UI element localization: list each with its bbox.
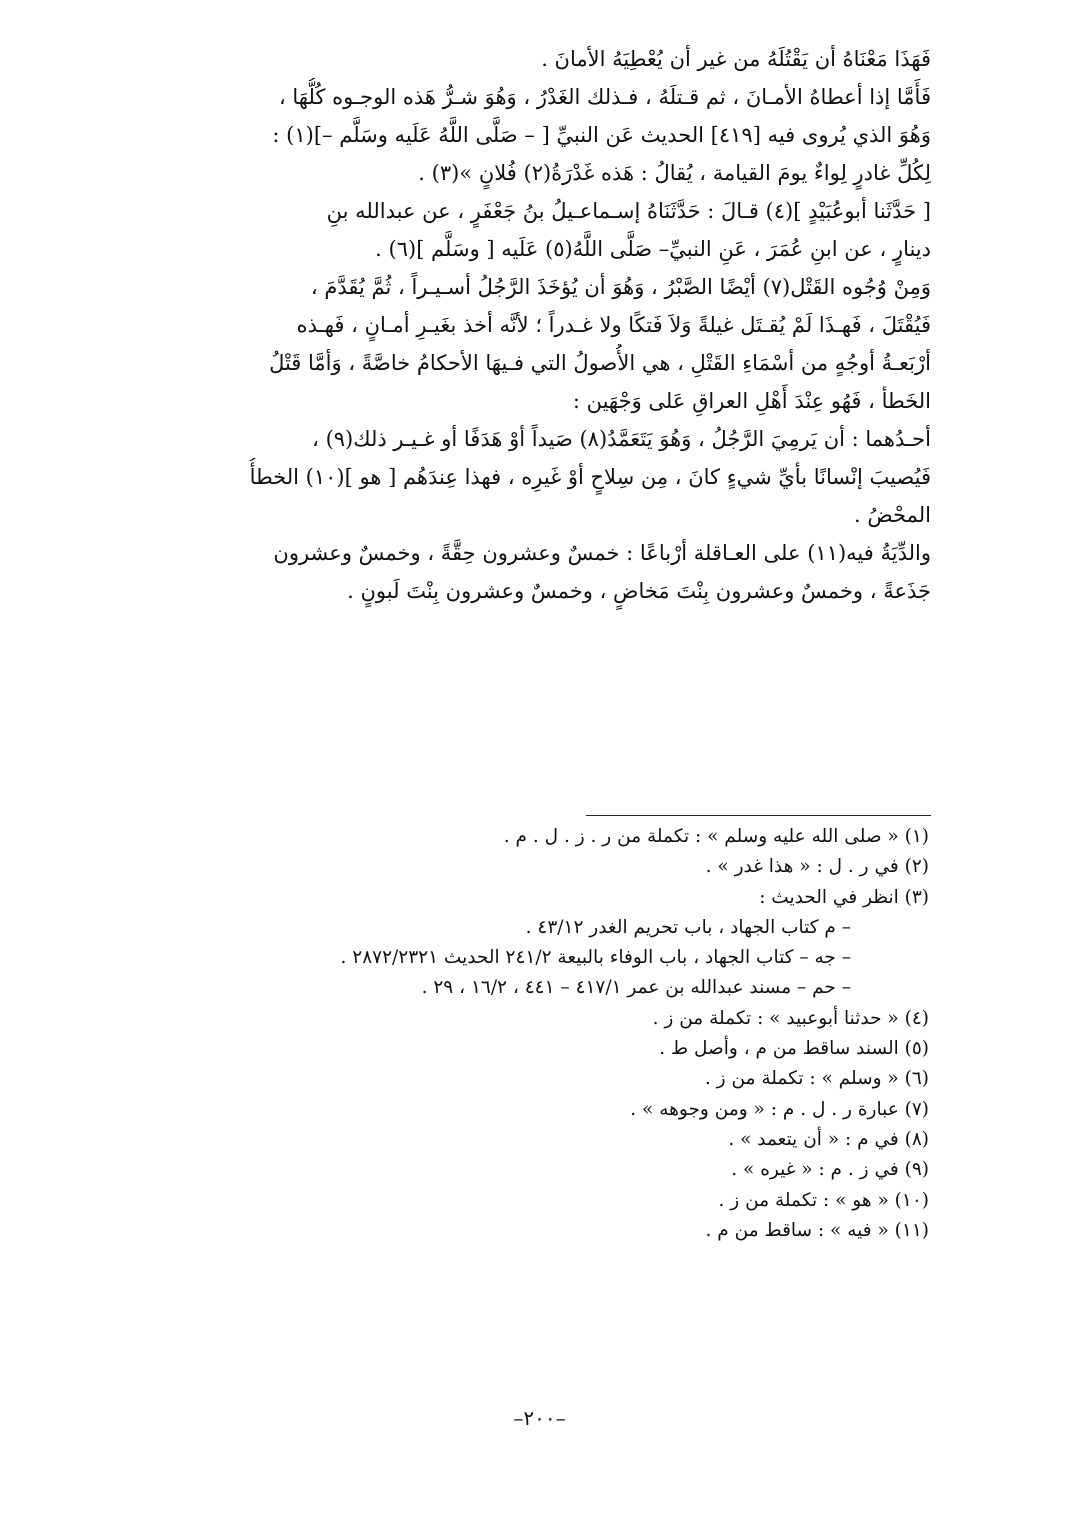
text-line: والدِّيَةُ فيه(١١) على العـاقلة أرْباعًا : خمسٌ وعشرون حِقَّةً ، وخمسٌ وعشرون (273, 541, 931, 565)
footnote: (٥) السند ساقط من م ، وأصل ط . (659, 1038, 929, 1060)
text-line: أرْبَعـةُ أوجُهٍ من أسْمَاءِ القَتْلِ ، هي الأُصولُ التي فـيهَا الأحكامُ خاصَّةً ، وَأمَّا قَتْلُ (269, 351, 931, 375)
text-line: فَهَذَا مَعْنَاهُ أن يَقْتُلَهُ من غير أن يُعْطِيَهُ الأمانَ . (541, 47, 931, 71)
footnote: (١١) « فيه » : ساقط من م . (705, 1219, 929, 1241)
text-line: دينارٍ ، عن ابنِ عُمَرَ ، عَنِ النبيِّ– صَلَّى اللَّهُ(٥) عَلَيه [ وسَلَّم ](٦) . (375, 237, 931, 261)
footnote: (٤) « حدثنا أبوعبيد » : تكملة من ز . (652, 1007, 929, 1029)
footnote: (٢) في ر . ل : « هذا غدر » . (705, 856, 929, 878)
text-line: فَيُقْتَلَ ، فَهـذَا لَمْ يُقـتَل غيلةً وَلاَ فَتكًا ولا غـدراً ؛ لأنَّه أخذ بغَيـرِ أمـانٍ ، فَهـذه (296, 313, 931, 337)
text-line: [ حَدَّثَنا أبوعُبَيْدٍ ](٤) قـالَ : حَدَّثَنَاهُ إسـماعـيلُ بنُ جَعْفَرٍ ، عن عبدالله بنِ (326, 199, 931, 223)
footnote: (٧) عبارة ر . ل . م : « ومن وجوهه » . (630, 1098, 929, 1120)
footnote-reference: – حم – مسند عبدالله بن عمر ٤١٧/١ – ٤٤١ ، ١٦/٢ ، ٢٩ . (421, 977, 851, 999)
footnote-reference: – م كتاب الجهاد ، باب تحريم الغدر ٤٣/١٢ . (525, 916, 851, 938)
text-line: جَذَعةً ، وخمسٌ وعشرون بِنْتَ مَخاضٍ ، وخمسٌ وعشرون بِنْتَ لَبونٍ . (347, 579, 931, 603)
page-number: –٢٠٠– (513, 1406, 566, 1430)
footnote-reference: – جه – كتاب الجهاد ، باب الوفاء بالبيعة ٢٤١/٢ الحديث ٢٨٧٢/٢٣٢١ . (340, 947, 851, 969)
footnote: (١) « صلى الله عليه وسلم » : تكملة من ر . ز . ل . م . (503, 826, 929, 847)
footnote: (٦) « وسلم » : تكملة من ز . (704, 1068, 929, 1090)
footnote: (٩) في ز . م : « غيره » . (731, 1159, 929, 1181)
footnotes (178, 822, 929, 1246)
footnote-divider (586, 815, 931, 816)
text-line: فَأَمَّا إذا أعطاهُ الأمـانَ ، ثم قـتلَهُ ، فـذلك الغَدْرُ ، وَهُوَ شـرُّ هَذه الوجـوه كُلُّهَا ، (278, 85, 931, 109)
text-line: فَيُصيبَ إنْسانًا بأيِّ شيءٍ كانَ ، مِن سِلاحٍ أوْ غَيرِه ، فهذا عِندَهُم [ هو ](١٠) الخطأُ (249, 465, 931, 489)
footnote: (٣) انظر في الحديث : (759, 886, 929, 908)
text-line: وَهُوَ الذي يُروى فيه [٤١٩] الحديث عَن النبيِّ [ – صَلَّى اللَّهُ عَلَيه وسَلَّم –](١) : (272, 123, 931, 147)
text-line: لِكُلِّ غادرٍ لِواءٌ يومَ القيامة ، يُقالُ : هَذه غَدْرَةُ(٢) فُلانٍ »(٣) . (418, 161, 931, 185)
text-line: أحـدُهما : أن يَرمِيَ الرَّجُلُ ، وَهُوَ يَتَعَمَّدُ(٨) صَيداً أوْ هَدَفًا أو غـيـر ذلك(٩) ، (312, 427, 931, 451)
text-line: المحْضُ . (853, 503, 931, 527)
footnote: (١٠) « هو » : تكملة من ز . (718, 1189, 929, 1211)
text-line: وَمِنْ وُجُوه القَتْل(٧) أيْضًا الصَّبْرُ ، وَهُوَ أن يُؤخَذَ الرَّجُلُ أسـيـراً ، ثُمَّ يُقَدَّمَ ، (310, 275, 931, 299)
main-text (178, 40, 931, 610)
footnote: (٨) في م : « أن يتعمد » . (728, 1128, 929, 1150)
text-line: الخَطأ ، فَهُو عِنْدَ أَهْلِ العراقِ عَلى وَجْهَين : (572, 389, 931, 413)
